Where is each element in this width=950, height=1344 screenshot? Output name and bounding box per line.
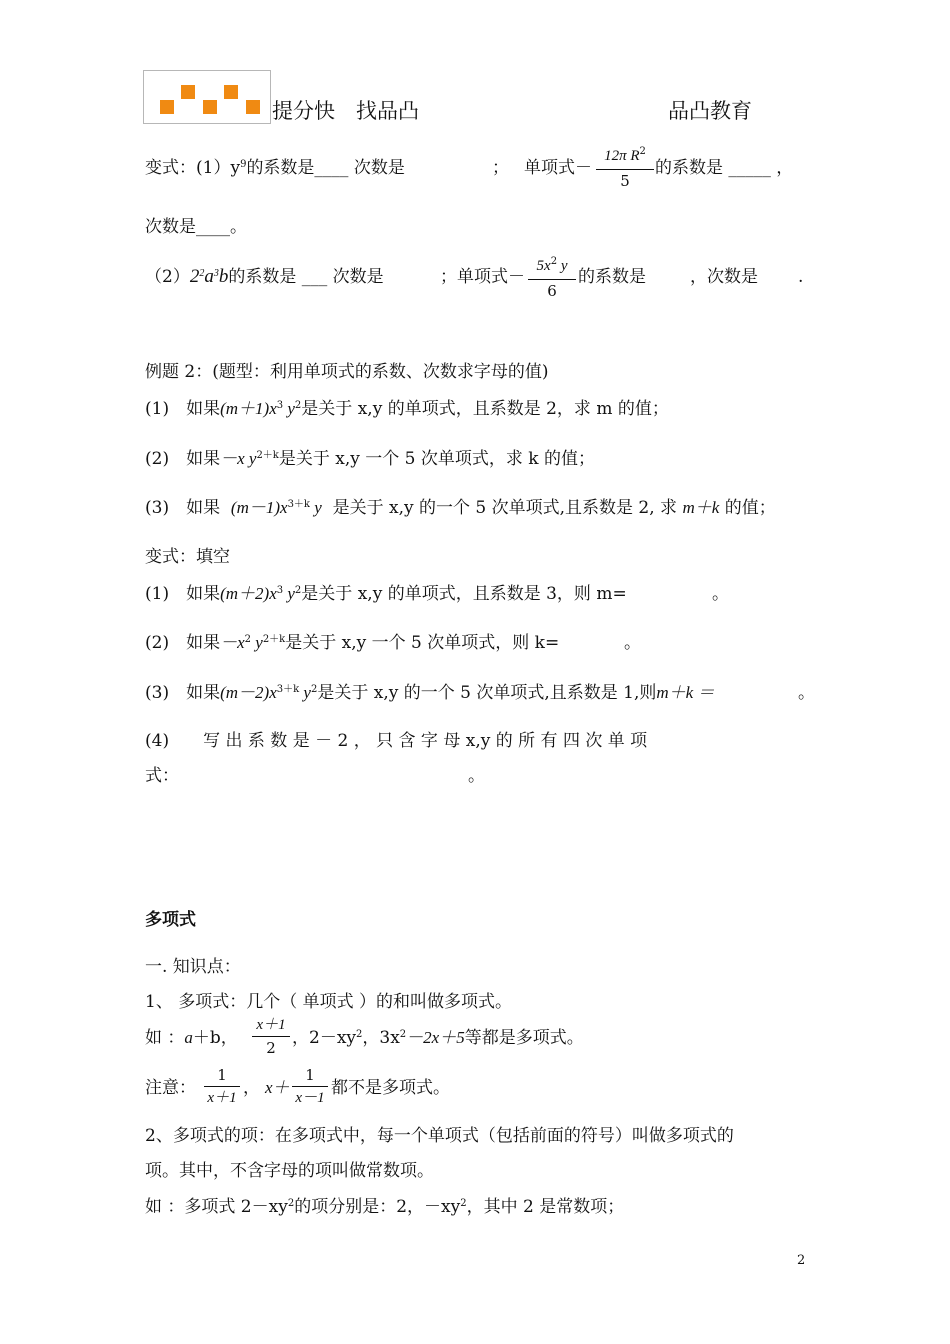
definition-2-line2: 项。其中，不含字母的项叫做常数项。 (145, 1161, 434, 1181)
fraction-1-over-xplus1 (204, 1065, 240, 1109)
text: (2) 如果 (145, 449, 221, 469)
example-2 (145, 1196, 624, 1221)
text: a (204, 266, 214, 287)
logo-block (203, 100, 217, 114)
logo (143, 70, 271, 124)
text: (3) 如果 (145, 498, 221, 518)
fraction-numerator: 1 (292, 1065, 328, 1087)
superscript: 3 (276, 585, 284, 596)
example2-item1 (145, 398, 669, 423)
text: （2） (145, 267, 190, 287)
superscript: 9 (240, 159, 247, 170)
expr: －x y (220, 449, 257, 468)
text: 的项分别是：2，－xy (294, 1197, 461, 1217)
note-mid: ， (243, 1078, 260, 1098)
text: (2) 如果 (145, 633, 221, 653)
semicolon: ； (492, 158, 509, 178)
superscript: 2 (356, 1029, 363, 1040)
fraction-denominator: x－1 (295, 1090, 325, 1106)
variant2-title: 变式：填空 (145, 547, 230, 567)
text: 是关于 x,y 的一个 5 次单项式,且系数是 2, 求 (332, 498, 678, 518)
variant2-item2-end: 。 (624, 633, 641, 653)
header-brand: 品凸教育 (668, 99, 752, 123)
superscript: 2 (460, 1198, 467, 1209)
fraction-numerator (528, 255, 576, 280)
variant1-line3-e: . (798, 267, 804, 287)
variant1-line1-c: 的系数是 _____ ， (655, 158, 794, 178)
superscript: 2 (639, 146, 646, 157)
variant1-monomial-label: 单项式－ (524, 158, 592, 178)
text: 是关于 x,y 一个 5 次单项式，求 k 的值； (278, 449, 595, 469)
superscript: 2＋k (256, 450, 279, 461)
fraction-5x2y-over-6 (528, 255, 576, 302)
fraction-12piR2-over-5 (596, 145, 654, 192)
variant1-line1 (145, 157, 405, 182)
fraction-denominator: 5 (620, 172, 630, 190)
variant2-item1-end: 。 (712, 584, 729, 604)
text: ，其中 2 是常数项； (466, 1197, 625, 1217)
variant2-item3-end: 。 (798, 683, 815, 703)
fraction-1-over-xminus1 (292, 1065, 328, 1109)
superscript: 2 (550, 256, 558, 267)
variant1-line3-d: ，次数是 (690, 267, 758, 287)
text: 等都是多项式。 (464, 1028, 584, 1048)
variant2-item2 (145, 632, 559, 657)
text: (1) 如果 (145, 584, 221, 604)
superscript: 2 (244, 634, 252, 645)
text: b (218, 266, 229, 287)
expr: (m＋2)x (220, 584, 277, 603)
definition-1: 1、 多项式：几个（ 单项式 ）的和叫做多项式。 (145, 992, 513, 1012)
text: 是关于 x,y 一个 5 次单项式，则 k= (285, 633, 560, 653)
fraction-numerator: 1 (204, 1065, 240, 1087)
fraction-denominator: x＋1 (207, 1090, 237, 1106)
variant2-item4-end: 。 (468, 766, 485, 786)
expr: y (283, 399, 295, 418)
text: 如 ： (145, 1028, 185, 1048)
note-end: 都不是多项式。 (331, 1078, 450, 1098)
fraction-denominator: 6 (547, 282, 557, 300)
text: (1) 如果 (145, 399, 221, 419)
definition-2-line1: 2、多项式的项：在多项式中，每一个单项式（包括前面的符号）叫做多项式的 (145, 1126, 734, 1146)
text: 5x (536, 258, 551, 274)
expr: y (309, 498, 322, 517)
logo-block (181, 85, 195, 99)
variant1-line2: 次数是____。 (145, 217, 247, 237)
fraction-numerator (596, 145, 654, 170)
example-1 (145, 1027, 238, 1049)
expr: (m－1)x (230, 498, 288, 517)
text: 的值； (724, 498, 776, 518)
superscript: 2 (287, 1198, 295, 1209)
superscript: 3＋k (287, 499, 310, 510)
text: 是关于 x,y 的单项式，且系数是 2，求 m 的值； (301, 399, 669, 419)
superscript: 2 (399, 1029, 407, 1040)
logo-block (246, 100, 260, 114)
superscript: 2＋k (262, 634, 286, 645)
note-x: x＋ (265, 1078, 290, 1097)
text: 是关于 x,y 的单项式，且系数是 3，则 m= (301, 584, 627, 604)
text: 是关于 x,y 的一个 5 次单项式,且系数是 1,则 (317, 683, 657, 703)
example2-title: 例题 2：(题型：利用单项式的系数、次数求字母的值) (145, 362, 549, 382)
superscript: 2 (294, 585, 302, 596)
fraction-xplus1-over-2 (252, 1015, 290, 1059)
variant2-item3 (145, 682, 714, 707)
superscript: 2 (294, 400, 302, 411)
superscript: 3＋k (276, 684, 300, 695)
expr: (m＋1)x (220, 399, 277, 418)
superscript: 3 (276, 400, 284, 411)
expr (190, 266, 229, 287)
expr: m＋k ＝ (656, 683, 715, 702)
page-number: 2 (797, 1253, 806, 1268)
expr: m＋k (682, 498, 720, 517)
variant2-item4-line2: 式： (145, 766, 179, 786)
example2-item3 (145, 497, 776, 522)
text: 2 (189, 266, 200, 287)
logo-block (160, 100, 174, 114)
example2-item2 (145, 448, 595, 473)
fraction-numerator: x＋1 (252, 1015, 290, 1037)
expr: －2x＋5 (406, 1028, 465, 1047)
section-heading: 多项式 (145, 910, 196, 930)
expr: y (283, 584, 295, 603)
example-1-rest (292, 1027, 584, 1052)
expr: －x (220, 633, 245, 652)
header-slogan: 提分快 找品凸 (272, 99, 419, 123)
knowledge-title: 一. 知识点： (145, 957, 241, 977)
variant2-item4-line1: (4) 写 出 系 数 是 － 2 ， 只 含 字 母 x,y 的 所 有 四 次 单 项 (145, 731, 648, 751)
expr: y (251, 633, 263, 652)
variant1-line3-b: ；单项式－ (440, 267, 525, 287)
superscript: 2 (310, 684, 318, 695)
text: ，3x (362, 1028, 400, 1048)
note-prefix: 注意： (145, 1078, 196, 1098)
superscript: 3 (213, 268, 219, 279)
variant1-line3-c: 的系数是 (578, 267, 646, 287)
text: 的系数是 ___ 次数是 (228, 267, 384, 287)
text: 如 ：多项式 2－xy (145, 1197, 288, 1217)
superscript: 2 (199, 268, 205, 279)
text: y (557, 258, 568, 274)
text: ＋b， (192, 1028, 238, 1048)
logo-block (224, 85, 238, 99)
expr: a (184, 1028, 193, 1047)
expr: y (299, 683, 311, 702)
variant2-item1 (145, 583, 627, 608)
variant1-line3 (145, 266, 384, 291)
fraction-denominator: 2 (266, 1039, 276, 1057)
expr: (m－2)x (220, 683, 277, 702)
text: (3) 如果 (145, 683, 221, 703)
text: ，2－xy (292, 1028, 357, 1048)
text: 的系数是____ 次数是 (246, 158, 405, 178)
text: 12π R (604, 148, 640, 164)
text: 变式：(1）y (145, 158, 241, 178)
